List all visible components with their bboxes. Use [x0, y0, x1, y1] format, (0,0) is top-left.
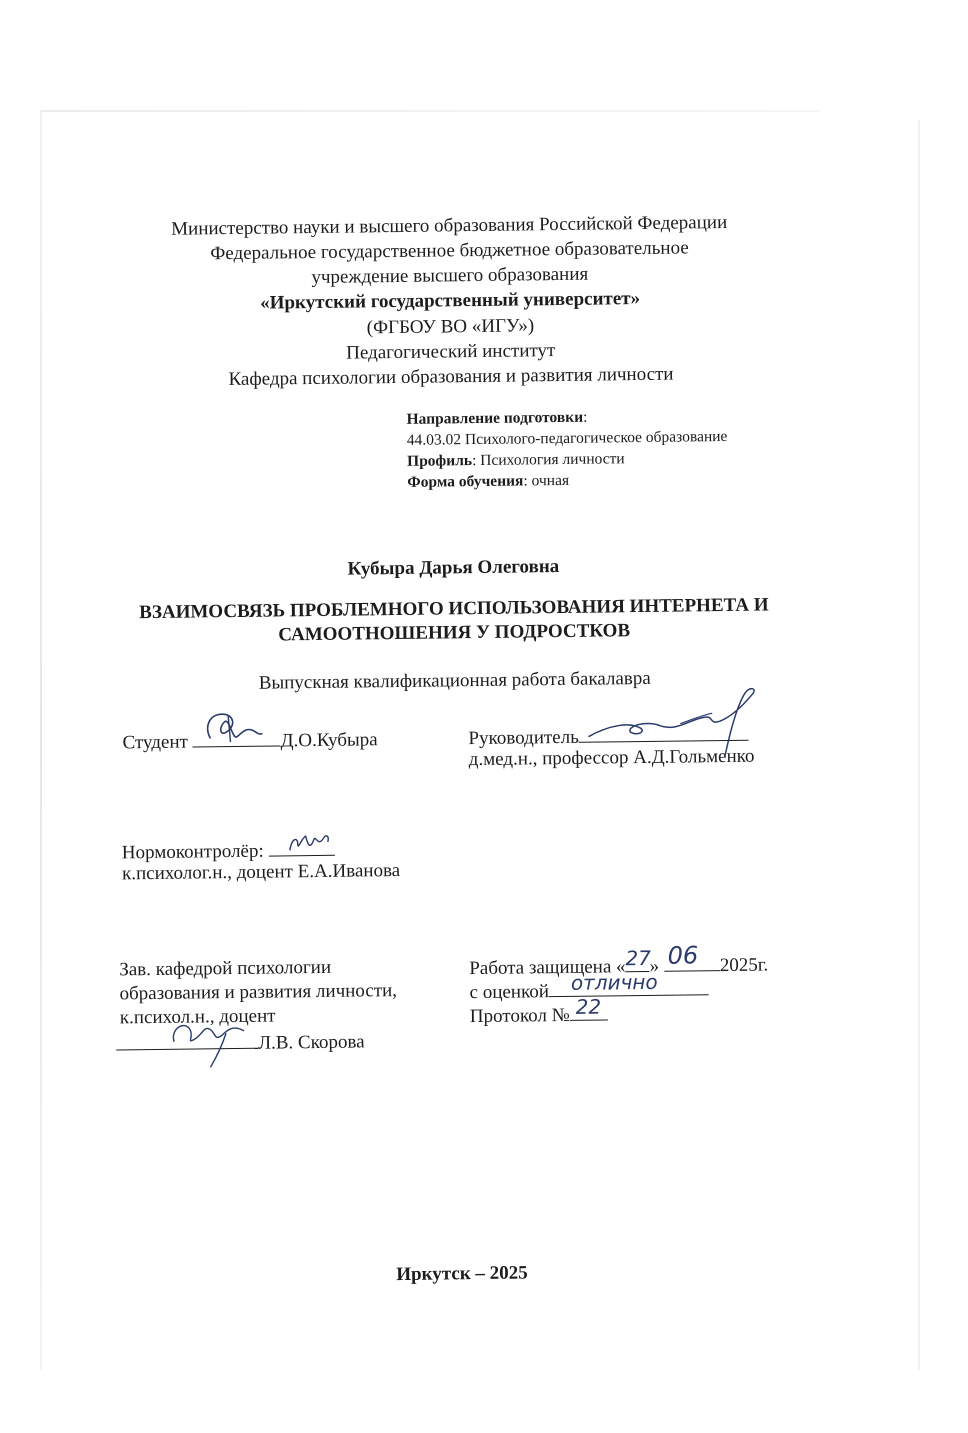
direction-value: 44.03.02 Психолого-педагогическое образование	[406, 427, 728, 449]
normcontrol-signature-field	[268, 837, 334, 857]
supervisor-signature-field	[579, 722, 749, 743]
thesis-title-line-2: САМООТНОШЕНИЯ У ПОДРОСТКОВ	[278, 620, 631, 646]
city-year: Иркутск – 2025	[396, 1262, 528, 1286]
defense-label: Работа защищена «	[469, 956, 626, 980]
student-name: Д.О.Кубыра	[280, 729, 378, 752]
normcontrol-title-name: к.психолог.н., доцент Е.А.Иванова	[121, 859, 401, 885]
ministry-line: Министерство науки и высшего образования Российской Федерации	[171, 211, 728, 240]
head-of-department-name: Л.В. Скорова	[258, 1031, 365, 1054]
department-name: Кафедра психологии образования и развития личности	[228, 363, 674, 391]
study-form-label: Форма обучения	[407, 472, 524, 491]
student-signature-line	[122, 726, 377, 754]
university-name: «Иркутский государственный университет»	[260, 288, 641, 314]
head-of-department-line-2: образования и развития личности,	[119, 980, 398, 1005]
direction-line	[406, 408, 587, 429]
normcontrol-label: Нормоконтролёр:	[121, 840, 264, 864]
institution-type-line-2: учреждение высшего образования	[311, 263, 589, 289]
grade-value: отлично	[570, 969, 658, 995]
profile-line	[407, 449, 625, 471]
protocol-line	[469, 994, 608, 1028]
supervisor-title-name: д.мед.н., профессор А.Д.Гольменко	[468, 745, 755, 771]
protocol-label: Протокол №	[469, 1004, 570, 1028]
protocol-value: 22	[575, 994, 602, 1019]
university-abbreviation: (ФГБОУ ВО «ИГУ»)	[366, 315, 535, 339]
direction-label: Направление подготовки	[406, 408, 584, 428]
institution-type-line: Федеральное государственное бюджетное образовательное	[210, 237, 689, 265]
head-of-department-line-1: Зав. кафедрой психологии	[119, 956, 332, 981]
defense-month-field	[664, 941, 720, 972]
work-type: Выпускная квалификационная работа бакалавра	[258, 667, 651, 694]
head-of-department-signature-line	[116, 1028, 365, 1056]
study-form-line	[407, 471, 569, 492]
defense-day: 27	[625, 945, 652, 971]
profile-label: Профиль	[406, 452, 473, 470]
protocol-field	[570, 994, 608, 1020]
institute-name: Педагогический институт	[346, 340, 556, 364]
supervisor-label: Руководитель	[468, 726, 579, 750]
author-name: Кубыра Дарья Олеговна	[347, 556, 560, 580]
defense-month: 06	[667, 941, 699, 970]
profile-value: : Психология личности	[471, 450, 625, 470]
grade-field	[549, 969, 709, 997]
head-signature-field	[116, 1030, 258, 1051]
thesis-title-line-1: ВЗАИМОСВЯЗЬ ПРОБЛЕМНОГО ИСПОЛЬЗОВАНИЯ ИНТЕРНЕТА И	[139, 594, 769, 624]
defense-year: 2025г.	[719, 954, 769, 977]
defense-quote-close: »	[649, 955, 660, 977]
grade-label: с оценкой	[469, 981, 550, 1004]
student-signature-field	[192, 727, 280, 747]
direction-colon: :	[582, 408, 588, 426]
student-label: Студент	[122, 731, 188, 754]
study-form-value: : очная	[523, 471, 570, 490]
head-of-department-line-3: к.психол.н., доцент	[119, 1005, 276, 1029]
